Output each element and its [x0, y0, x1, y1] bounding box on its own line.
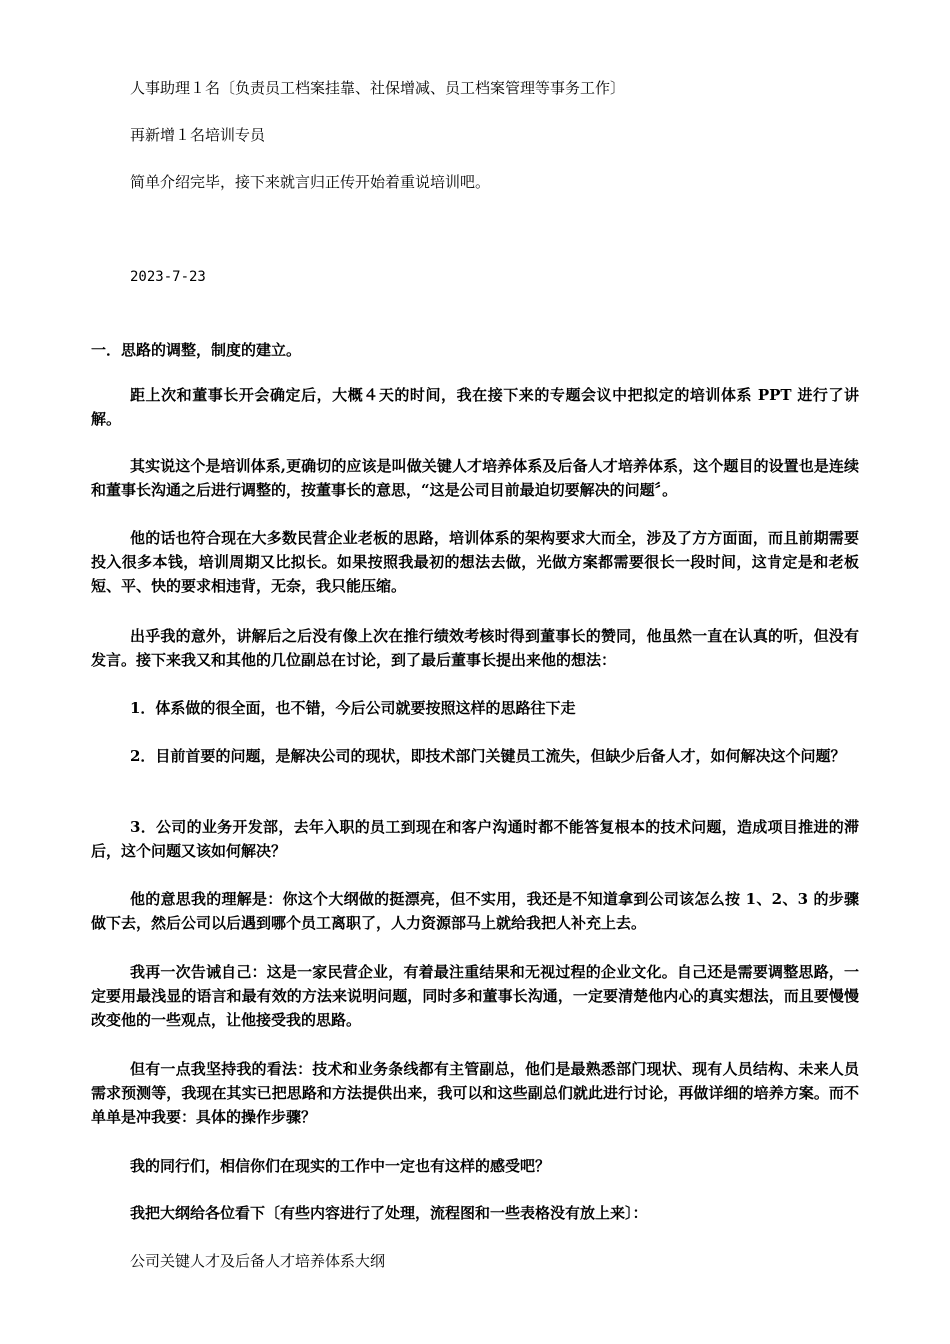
intro-line-hr-assistant: 人事助理１名〔负责员工档案挂靠、社保增减、员工档案管理等事务工作〕 [130, 79, 626, 97]
paragraph-training-system: 其实说这个是培训体系,更确切的应该是叫做关键人才培养体系及后备人才培养体系，这个题目的设置也是连续和董事长沟通之后进行调整的，按董事长的意思，“这是公司目前最迫切要解决的问题〞。 [91, 457, 859, 499]
intro-line-summary: 简单介绍完毕，接下来就言归正传开始着重说培训吧。 [130, 173, 491, 191]
paragraph-ppt-explanation: 距上次和董事长开会确定后，大概４天的时间，我在接下来的专题会议中把拟定的培训体系 PPT 进行了讲解。 [91, 386, 859, 428]
document-date: 2023-7-23 [130, 269, 206, 285]
paragraph-my-view: 但有一点我坚持我的看法：技术和业务条线都有主管副总，他们是最熟悉部门现状、现有人员结构、未来人员需求预测等，我现在其实已把思路和方法提供出来，我可以和这些副总们就此进行讨论，再做详细的培养方案。而不单单是冲我要：具体的操作步骤？ [91, 1060, 859, 1126]
paragraph-my-understanding: 他的意思我的理解是：你这个大纲做的挺漂亮，但不实用，我还是不知道拿到公司该怎么按 1、2、3 的步骤做下去，然后公司以后遇到哪个员工离职了，人力资源部马上就给我把人补充上去。 [91, 890, 859, 932]
outline-title: 公司关键人才及后备人才培养体系大纲 [130, 1252, 386, 1270]
paragraph-boss-thinking: 他的话也符合现在大多数民营企业老板的思路，培训体系的架构要求大而全，涉及了方方面面，而且前期需要投入很多本钱，培训周期又比拟长。如果按照我最初的想法去做，光做方案都需要很长一段时间，这肯定是和老板短、平、快的要求相违背，无奈，我只能压缩。 [91, 529, 859, 595]
list-item-2: 2．目前首要的问题，是解决公司的现状，即技术部门关键员工流失，但缺少后备人才，如何解决这个问题？ [130, 747, 846, 765]
list-item-3: 3．公司的业务开发部，去年入职的员工到现在和客户沟通时都不能答复根本的技术问题，造成项目推进的滞后，这个问题又该如何解决？ [91, 818, 859, 860]
paragraph-self-reminder: 我再一次告诫自己：这是一家民营企业，有着最注重结果和无视过程的企业文化。自己还是需要调整思路，一定要用最浅显的语言和最有效的方法来说明问题，同时多和董事长沟通，一定要清楚他内心的真实想法，而且要慢慢改变他的一些观点，让他接受我的思路。 [91, 963, 859, 1029]
paragraph-peers: 我的同行们，相信你们在现实的工作中一定也有这样的感受吧？ [130, 1157, 551, 1175]
paragraph-outline-intro: 我把大纲给各位看下〔有些内容进行了处理，流程图和一些表格没有放上来〕： [130, 1204, 648, 1222]
list-item-1: 1．体系做的很全面，也不错，今后公司就要按照这样的思路往下走 [130, 699, 576, 717]
section-heading: 一．思路的调整，制度的建立。 [91, 341, 302, 359]
paragraph-unexpected: 出乎我的意外，讲解后之后没有像上次在推行绩效考核时得到董事长的赞同，他虽然一直在认真的听，但没有发言。接下来我又和其他的几位副总在讨论，到了最后董事长提出来他的想法： [91, 627, 859, 669]
intro-line-training-specialist: 再新增１名培训专员 [130, 126, 266, 144]
